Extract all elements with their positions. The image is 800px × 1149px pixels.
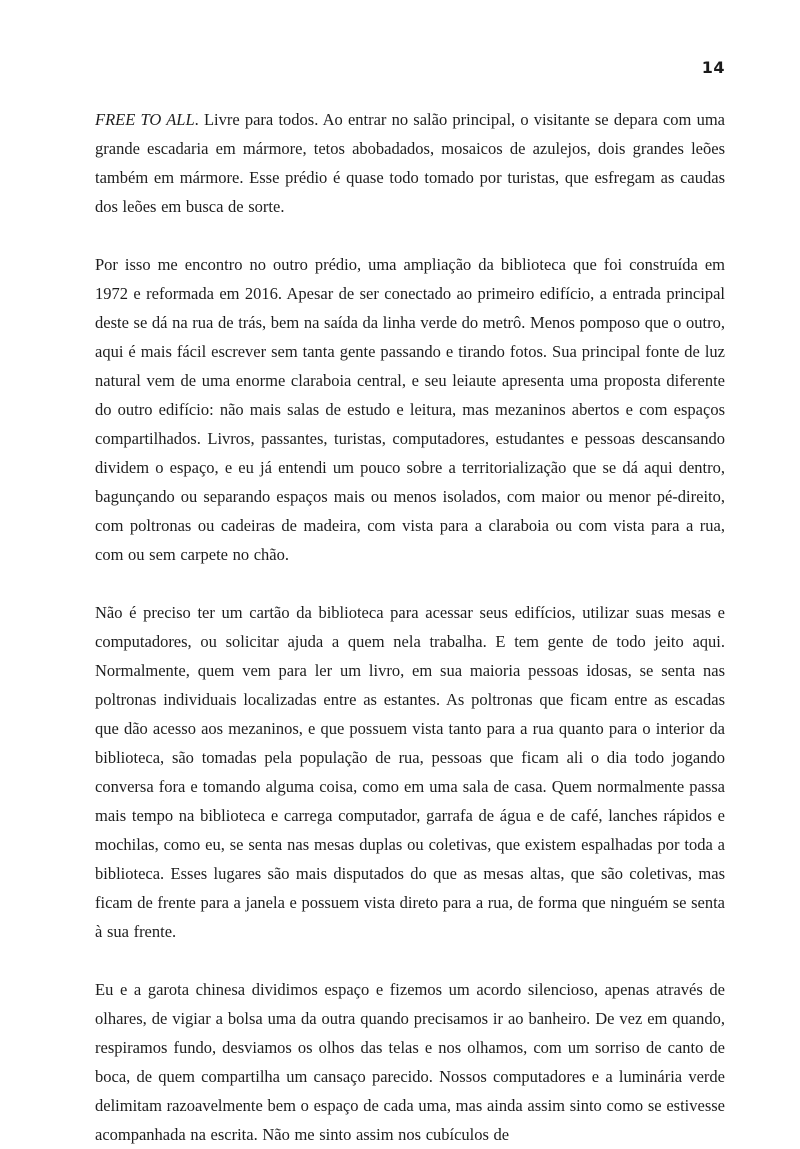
paragraph-3: Não é preciso ter um cartão da biblioteca para acessar seus edifícios, utilizar suas mesas e computadores, ou solicitar ajuda a quem nela trabalha. E tem gente de todo jeito aqui. Normalmente, quem vem para ler um livro, em sua maioria pessoas idosas, se senta nas poltronas individuais localizadas entre as estantes. As poltronas que ficam entre as escadas que dão acesso aos mezaninos, e que possuem vista tanto para a rua quanto para o interior da biblioteca, são tomadas pela população de rua, pessoas que ficam ali o dia todo jogando conversa fora e tomando alguma coisa, como em uma sala de casa. Quem normalmente passa mais tempo na biblioteca e carrega computador, garrafa de água e de café, lanches rápidos e mochilas, como eu, se senta nas mesas duplas ou coletivas, que existem espalhadas por toda a biblioteca. Esses lugares são mais disputados do que as mesas altas, que são coletivas, mas ficam de frente para a janela e possuem vista direto para a rua, de forma que ninguém se senta à sua frente. — [95, 603, 725, 941]
paragraph-1-text: . Livre para todos. Ao entrar no salão principal, o visitante se depara com uma grande escadaria em mármore, tetos abobadados, mosaicos de azulejos, dois grandes leões também em mármore. Esse prédio é quase todo tomado por turistas, que esfregam as caudas dos leões em busca de sorte. — [95, 110, 725, 216]
paragraph-4: Eu e a garota chinesa dividimos espaço e fizemos um acordo silencioso, apenas através de olhares, de vigiar a bolsa uma da outra quando precisamos ir ao banheiro. De vez em quando, respiramos fundo, desviamos os olhos das telas e nos olhamos, com um sorriso de canto de boca, de quem compartilha um cansaço parecido. Nossos computadores e a luminária verde delimitam razoavelmente bem o espaço de cada uma, mas ainda assim sinto como se estivesse acompanhada na escrita. Não me sinto assim nos cubículos de — [95, 980, 725, 1144]
italic-phrase: FREE TO ALL — [95, 110, 195, 129]
body-text — [95, 105, 725, 1149]
page-number: 14 — [701, 58, 725, 77]
paragraph-2: Por isso me encontro no outro prédio, uma ampliação da biblioteca que foi construída em 1972 e reformada em 2016. Apesar de ser conectado ao primeiro edifício, a entrada principal deste se dá na rua de trás, bem na saída da linha verde do metrô. Menos pomposo que o outro, aqui é mais fácil escrever sem tanta gente passando e tirando fotos. Sua principal fonte de luz natural vem de uma enorme claraboia central, e seu leiaute apresenta uma proposta diferente do outro edifício: não mais salas de estudo e leitura, mas mezaninos abertos e com espaços compartilhados. Livros, passantes, turistas, computadores, estudantes e pessoas descansando dividem o espaço, e eu já entendi um pouco sobre a territorialização que se dá aqui dentro, bagunçando ou separando espaços mais ou menos isolados, com maior ou menor pé-direito, com poltronas ou cadeiras de madeira, com vista para a claraboia ou com vista para a rua, com ou sem carpete no chão. — [95, 255, 725, 564]
paragraph-1 — [95, 105, 725, 221]
